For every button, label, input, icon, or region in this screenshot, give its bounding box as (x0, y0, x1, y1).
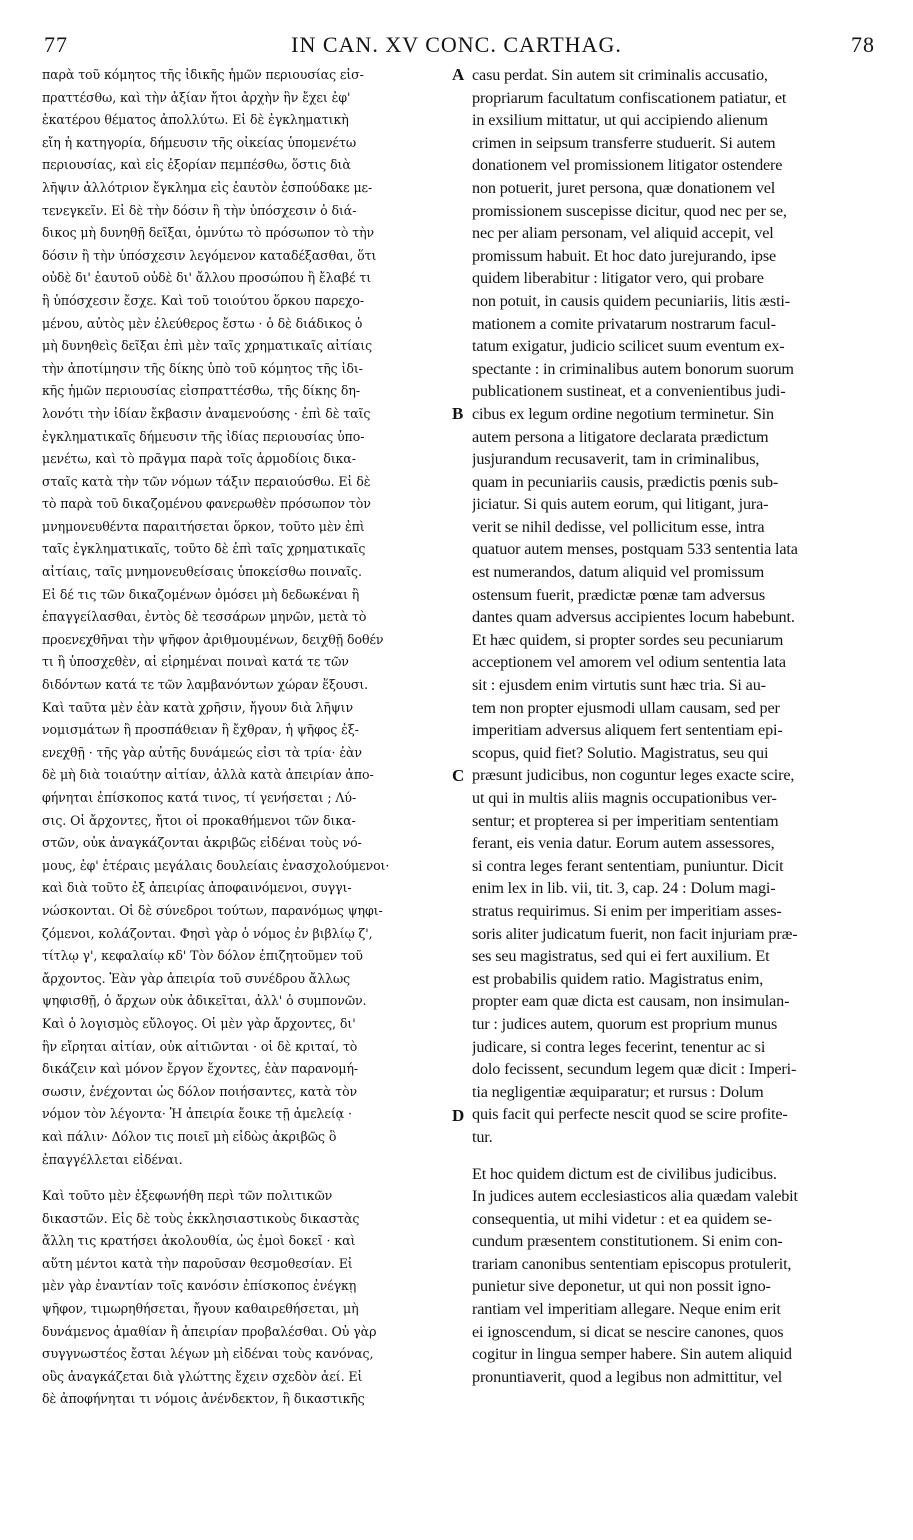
latin-line: cibus ex legum ordine negotium terminetur. Sin (472, 404, 774, 423)
running-title: IN CAN. XV CONC. CARTHAG. (291, 32, 622, 57)
latin-line: tur. (472, 1127, 493, 1146)
latin-line: mationem a comite privatarum nostrarum facul- (472, 314, 776, 333)
greek-line: Καὶ ὁ λογισμὸς εὔλογος. Οἱ μὲν γὰρ ἄρχοντες, δι' (42, 1015, 356, 1031)
greek-line: δόσιν ἢ τὴν ὑπόσχεσιν λεγόμενον καταδέξασθαι, ὅτι (42, 247, 377, 263)
latin-line: dantes quam adversus accipientes locum habebunt. (472, 608, 795, 627)
latin-line: nec per aliam personam, vel aliquid accepit, vel (472, 224, 774, 243)
latin-line: soris aliter judicatum fuerit, non facit injuriam præ- (472, 924, 798, 943)
greek-line: ἢ ὑπόσχεσιν ἔσχε. Καὶ τοῦ τοιούτου ὅρκου παρεχο- (42, 292, 364, 308)
greek-line: μὲν γὰρ ἐναντίαν τοῖς κανόσιν ἐπίσκοπος ἐνέγκῃ (42, 1278, 357, 1294)
latin-line: autem persona a litigatore declarata prædictum (472, 427, 769, 446)
latin-line: casu perdat. Sin autem sit criminalis accusatio, (472, 66, 768, 84)
latin-line: verit se nihil dedisse, vel pollicitum esse, intra (472, 517, 765, 536)
latin-line: ses seu magistratus, sed qui ei fert auxilium. Et (472, 947, 770, 966)
greek-line: μνημονευθέντα παραιτήσεται ὅρκον, τοῦτο μὲν ἐπὶ (42, 518, 365, 534)
latin-line: non potuerit, juret persona, quæ donationem vel (472, 178, 776, 197)
greek-line: ἑκατέρου θέματος ἀπολλύτω. Εἰ δὲ ἐγκληματικὴ (42, 112, 349, 128)
greek-line: τίτλῳ γ', κεφαλαίῳ κδ' Τὸν δόλον ἐπιζητοῦμεν τοῦ (42, 948, 363, 964)
latin-line: acceptionem vel amorem vel odium sententia lata (472, 653, 786, 672)
greek-line: νόμον τὸν λέγοντα· Ἡ ἀπειρία ἔοικε τῇ ἀμελείᾳ · (42, 1106, 352, 1122)
greek-line: ἄλλη τις κρατήσει ἀκολουθία, ὡς ἐμοὶ δοκεῖ · καὶ (42, 1233, 356, 1249)
latin-line: præsunt judicibus, non coguntur leges exacte scire, (472, 766, 795, 785)
latin-line: judicare, si contra leges fecerint, tenentur ac si (472, 1037, 766, 1056)
greek-line: ταῖς ἐγκληματικαῖς, τοῦτο δὲ ἐπὶ ταῖς χρηματικαῖς (42, 541, 366, 557)
latin-line: ei ignoscendum, si dicat se nescire canones, quos (472, 1322, 784, 1341)
latin-line: quis facit qui perfecte nescit quod se scire profite- (472, 1105, 788, 1124)
greek-line: περιουσίας, καὶ εἰς ἐξορίαν πεμπέσθω, ὅστις διὰ (42, 157, 351, 173)
margin-letter-d: D (452, 1106, 465, 1125)
latin-line: jiciatur. Si quis autem eorum, qui litigant, jura- (472, 495, 769, 514)
greek-line: δὲ ἀποφήνηται τι νόμοις ἀνένδεκτον, ἢ δικαστικῆς (42, 1391, 365, 1407)
greek-line: Εἰ δέ τις τῶν δικαζομένων ὀμόσει μὴ δεδωκέναι ἢ (42, 586, 360, 602)
latin-line: quidem liberabitur : litigator vero, qui probare (472, 269, 764, 288)
page-number-left: 77 (44, 32, 68, 57)
latin-line: stratus requirimus. Si enim per imperitiam asses- (472, 901, 782, 920)
greek-line: πραττέσθω, καὶ τὴν ἀξίαν ἤτοι ἀρχὴν ἣν ἔχει ἐφ' (42, 89, 351, 105)
latin-line: tatum exigatur, judicio scilicet suum eventum ex- (472, 337, 785, 356)
greek-line: μους, ἐφ' ἑτέραις μεγάλαις δουλείαις ἐνασχολούμενοι· (42, 857, 390, 873)
greek-line: ἄρχοντος. Ἐὰν γὰρ ἀπειρία τοῦ συνέδρου ἄλλως (42, 970, 351, 986)
greek-line: λῆψιν ἀλλότριον ἔγκλημα εἰς ἑαυτὸν ἐσπούδακε με- (42, 179, 373, 195)
greek-line: ψῆφον, τιμωρηθήσεται, ἤγουν καθαιρεθήσεται, μὴ (42, 1301, 359, 1317)
latin-line: ferant, eis venia datur. Eorum autem assessores, (472, 834, 775, 853)
latin-line: In judices autem ecclesiasticos alia quædam valebit (472, 1187, 798, 1206)
latin-line: imperitiam adversus aliquem fert sententiam epi- (472, 721, 783, 740)
greek-line: τενεγκεῖν. Εἰ δὲ τὴν δόσιν ἢ τὴν ὑπόσχεσιν ὁ διά- (42, 202, 357, 218)
greek-column (42, 64, 456, 1411)
latin-line: trariam canonibus sententiam episcopus protulerit, (472, 1254, 792, 1273)
greek-line: δικαστῶν. Εἰς δὲ τοὺς ἐκκλησιαστικοὺς δικαστὰς (42, 1210, 360, 1226)
greek-line: ἐπαγγέλλεται εἰδέναι. (42, 1151, 183, 1167)
latin-line: donationem vel promissionem litigator ostendere (472, 156, 783, 175)
latin-line: sit : ejusdem enim virtutis sunt hæc tria. Si au- (472, 676, 766, 695)
greek-line: καὶ πάλιν· Δόλον τις ποιεῖ μὴ εἰδὼς ἀκριβῶς ὃ (42, 1128, 337, 1144)
latin-line: promissum habuit. Et hoc dato jurejurando, ipse (472, 246, 777, 265)
greek-line: φήνηται ἐπίσκοπος κατά τινος, τί γενήσεται ; Λύ- (42, 790, 357, 805)
latin-line: tur : judices autem, quorum est proprium munus (472, 1014, 778, 1033)
greek-line: τι ἢ ὑποσχεθὲν, αἱ εἰρημέναι ποιναὶ κατά τε τῶν (42, 654, 349, 670)
greek-line: μενέτω, καὶ τὸ πρᾶγμα παρὰ τοῖς ἁρμοδίοις δικα- (42, 451, 356, 467)
latin-line: enim lex in lib. vii, tit. 3, cap. 24 : Dolum magi- (472, 879, 776, 898)
greek-line: μένου, αὐτὸς μὲν ἐλεύθερος ἔστω · ὁ δὲ διάδικος ὁ (42, 315, 363, 331)
latin-line: cogitur in lingua semper habere. Sin autem aliquid (472, 1345, 792, 1364)
latin-line: est probabilis quidem ratio. Magistratus enim, (472, 969, 764, 988)
latin-line: ostensum fuerit, prædictæ pœnæ tam adversus (472, 585, 765, 604)
greek-line: τὴν ἀποτίμησιν τῆς δίκης ὑπὸ τοῦ κόμητος τῆς ἰδι- (42, 360, 363, 376)
greek-line: δὲ μὴ διὰ τοιαύτην αἰτίαν, ἀλλὰ κατὰ ἀπειρίαν ἀπο- (42, 767, 374, 783)
greek-line: παρὰ τοῦ κόμητος τῆς ἰδικῆς ἡμῶν περιουσίας εἰσ- (42, 67, 364, 82)
running-header (0, 32, 913, 62)
margin-letter-a: A (452, 65, 465, 84)
greek-line: δυνάμενος ἀμαθίαν ἢ ἀπειρίαν προβαλέσθαι. Οὐ γὰρ (42, 1323, 377, 1339)
latin-line: propter eam quæ dicta est causam, non insimulan- (472, 992, 790, 1011)
latin-line: si contra leges ferant sententiam, puniuntur. Dicit (472, 856, 784, 875)
latin-line: pronuntiaverit, quod a legibus non admittitur, vel (472, 1367, 783, 1386)
latin-line: est numerandos, datum aliquid vel promissum (472, 563, 765, 582)
latin-line: quam in pecuniariis causis, prædictis pœnis sub- (472, 472, 779, 491)
greek-line: ἐπαγγείλασθαι, ἐντὸς δὲ τεσσάρων μηνῶν, μετὰ τὸ (42, 609, 367, 625)
latin-line: spectante : in criminalibus autem bonorum suorum (472, 359, 794, 378)
greek-line: δικος μὴ δυνηθῇ δεῖξαι, ὀμνύτω τὸ πρόσωπον τὸ τὴν (42, 225, 375, 241)
paragraph-gap (472, 1149, 880, 1163)
latin-line: crimen in seipsum transferre studuerit. Si autem (472, 133, 776, 152)
latin-line: sentur; et propterea si per imperitiam sententiam (472, 811, 779, 830)
latin-line: quatuor autem menses, postquam 533 sententia lata (472, 540, 798, 559)
latin-line: cundum præsentem constitutionem. Si enim con- (472, 1232, 783, 1251)
latin-line: dolo fecissent, secundum legem quæ dicit : Imperi- (472, 1060, 797, 1079)
latin-line: in exsilium mittatur, ut qui accipiendo alienum (472, 111, 768, 130)
paragraph-gap (42, 1171, 456, 1185)
greek-line: ἐγκληματικαῖς δήμευσιν τῆς ἰδίας περιουσίας ὑπο- (42, 428, 365, 444)
greek-line: κῆς ἡμῶν περιουσίας εἰσπραττέσθω, τῆς δίκης δη- (42, 383, 361, 399)
greek-line: ζόμενοι, κολάζονται. Φησὶ γὰρ ὁ νόμος ἐν βιβλίῳ ζ', (42, 925, 373, 941)
greek-line: αἰτίαις, ταῖς μνημονευθείσαις ὑποκείσθω ποιναῖς. (42, 564, 362, 580)
page-number-right: 78 (851, 32, 875, 57)
greek-line: ψηφισθῇ, ὁ ἄρχων οὐκ ἀδικεῖται, ἀλλ' ὁ συμπονῶν. (42, 993, 367, 1009)
greek-line: νώσκονται. Οἱ δὲ σύνεδροι τούτων, παρανόμως ψηφι- (42, 902, 383, 918)
greek-line: διδόντων κατά τε τῶν λαμβανόντων χώραν ἕξουσι. (42, 677, 369, 693)
greek-line: μὴ δυνηθεὶς δεῖξαι ἐπὶ μὲν ταῖς χρηματικαῖς αἰτίαις (42, 338, 373, 354)
latin-line: tia negligentiæ æquiparatur; et rursus : Dolum (472, 1082, 764, 1101)
greek-line: καὶ διὰ τοῦτο ἐξ ἀπειρίας ἀποφαινόμενοι, συγγι- (42, 880, 352, 896)
latin-line: Et hoc quidem dictum est de civilibus judicibus. (472, 1164, 777, 1183)
greek-line: νομισμάτων ἢ προσπάθειαν ἢ ἔχθραν, ἡ ψῆφος ἐξ- (42, 722, 359, 738)
latin-line: ut qui in multis aliis magnis occupationibus ver- (472, 789, 777, 807)
latin-line: tem non propter ejusmodi ullam causam, sed per (472, 698, 780, 717)
greek-line: Καὶ ταῦτα μὲν ἐὰν κατὰ χρῆσιν, ἤγουν διὰ λῆψιν (42, 699, 354, 715)
latin-line: Et hæc quidem, si propter sordes seu pecuniarum (472, 630, 784, 649)
latin-line: punietur sive deponetur, ut qui non possit igno- (472, 1277, 771, 1296)
greek-line: ενεχθῇ · τῆς γὰρ αὐτῆς δυνάμεώς εἰσι τὰ τρία· ἐὰν (42, 744, 362, 760)
greek-line: δικάζειν καὶ μόνον ἔργον ἔχοντες, ἐὰν παρανομή- (42, 1061, 359, 1077)
greek-line: αὕτη μέντοι κατὰ τὴν παροῦσαν θεσμοθεσίαν. Εἰ (42, 1255, 353, 1271)
greek-line: σωσιν, ἐνέχονται ὡς δόλον ποιήσαντες, κατὰ τὸν (42, 1083, 358, 1099)
latin-line: consequentia, ut mihi videtur : et ea quidem se- (472, 1209, 772, 1228)
greek-line: ἣν εἴρηται αἰτίαν, οὐκ αἰτιῶνται · οἱ δὲ κριταί, τὸ (42, 1038, 358, 1054)
greek-line: σις. Οἱ ἄρχοντες, ἤτοι οἱ προκαθήμενοι τῶν δικα- (42, 812, 356, 828)
latin-line: rantiam vel imperitiam allegare. Neque enim erit (472, 1300, 781, 1319)
greek-line: στῶν, οὐκ ἀναγκάζονται ἀκριβῶς εἰδέναι τοὺς νό- (42, 835, 362, 851)
latin-column (472, 64, 880, 1388)
greek-line: λονότι τὴν ἰδίαν ἔκβασιν ἀναμενούσης · ἐπὶ δὲ ταῖς (42, 405, 371, 421)
latin-line: publicationem sustineat, et a convenientibus judi- (472, 382, 786, 401)
latin-line: non potuit, in causis quidem pecuniariis, litis æsti- (472, 291, 791, 310)
latin-line: jusjurandum recusaverit, tam in criminalibus, (472, 450, 760, 469)
latin-line: propriarum facultatum confiscationem patiatur, et (472, 88, 787, 107)
greek-line: προενεχθῆναι τὴν ψῆφον ἀριθμουμένων, δειχθῇ δοθέν (42, 631, 384, 647)
greek-line: οὐδὲ δι' ἑαυτοῦ οὐδὲ δι' ἄλλου προσώπου ἢ ἔλαβέ τι (42, 270, 372, 286)
latin-line: scopus, quid fiet? Solutio. Magistratus, seu qui (472, 743, 769, 762)
greek-line: τὸ παρὰ τοῦ δικαζομένου φανερωθὲν πρόσωπον τὸν (42, 496, 371, 512)
greek-line: εἴη ἡ κατηγορία, δήμευσιν τῆς οἰκείας ὑπομενέτω (42, 134, 357, 150)
latin-line: promissionem suscepisse dicitur, quod nec per se, (472, 201, 787, 220)
margin-letter-c: C (452, 766, 465, 785)
greek-line: Καὶ τοῦτο μὲν ἐξεφωνήθη περὶ τῶν πολιτικῶν (42, 1188, 333, 1204)
greek-line: συγγνωστέος ἔσται λέγων μὴ εἰδέναι τοὺς κανόνας, (42, 1346, 374, 1362)
greek-line: σταῖς κατὰ τὴν τῶν νόμων τάξιν περαιούσθω. Εἰ δὲ (42, 473, 371, 489)
greek-line: οὓς ἀναγκάζεται διὰ γλώττης ἔχειν σχεδὸν ἀεί. Εἰ (42, 1368, 363, 1384)
margin-letter-b: B (452, 404, 464, 423)
